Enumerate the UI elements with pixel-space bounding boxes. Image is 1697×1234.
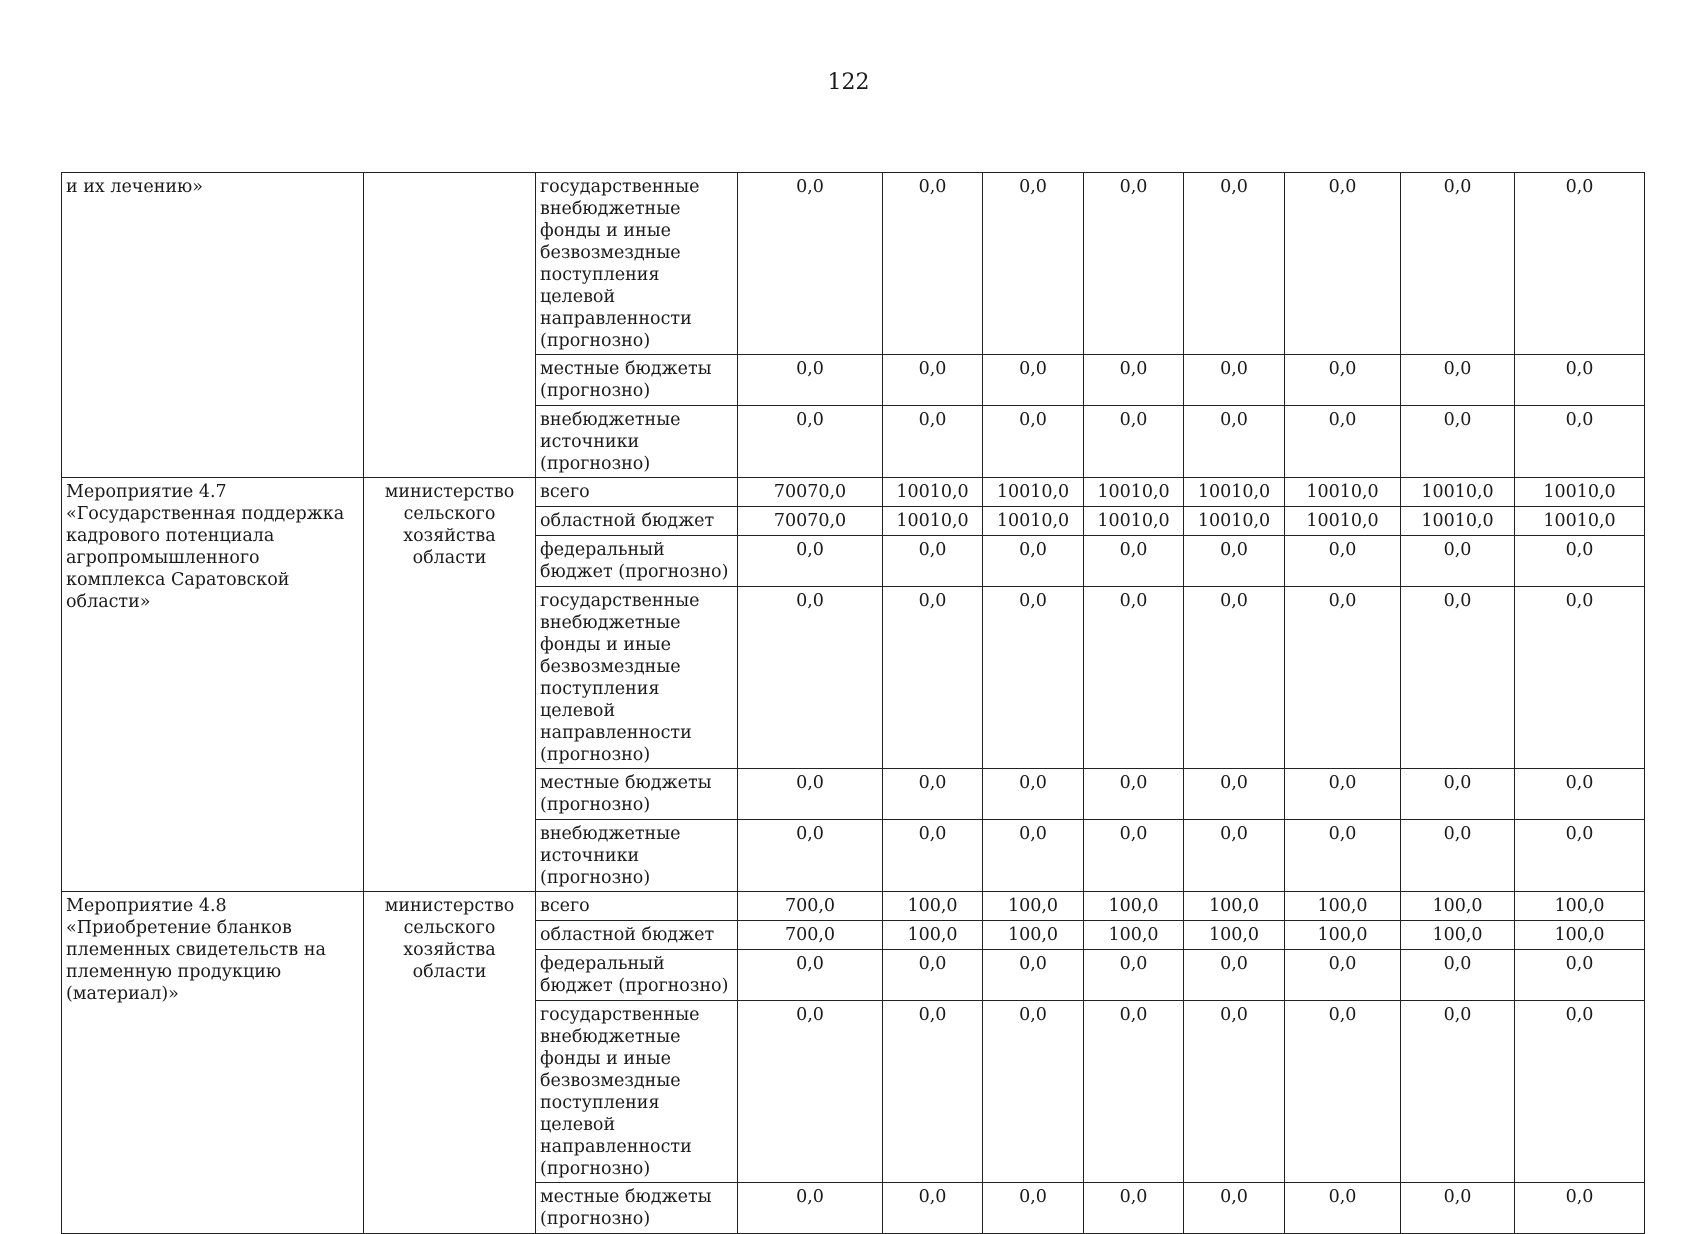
year-value-cell: 100,0 <box>1285 921 1401 950</box>
year-value-cell: 0,0 <box>1184 587 1285 769</box>
year-value-cell: 10010,0 <box>1515 507 1645 536</box>
year-value-cell: 0,0 <box>1184 1001 1285 1183</box>
year-value-cell: 0,0 <box>883 587 983 769</box>
year-value-cell: 0,0 <box>1515 406 1645 478</box>
total-value-cell: 0,0 <box>738 1001 883 1183</box>
year-value-cell: 0,0 <box>883 355 983 406</box>
year-value-cell: 0,0 <box>983 950 1084 1001</box>
total-value-cell: 0,0 <box>738 355 883 406</box>
year-value-cell: 10010,0 <box>1401 507 1515 536</box>
year-value-cell: 0,0 <box>1515 820 1645 892</box>
event-name-cell: и их лечению» <box>62 173 364 478</box>
year-value-cell: 0,0 <box>1401 820 1515 892</box>
year-value-cell: 10010,0 <box>983 507 1084 536</box>
year-value-cell: 0,0 <box>1184 536 1285 587</box>
executor-cell <box>364 173 536 478</box>
funding-source-cell: внебюджетные источники (прогнозно) <box>536 820 738 892</box>
year-value-cell: 0,0 <box>1184 820 1285 892</box>
year-value-cell: 10010,0 <box>883 507 983 536</box>
year-value-cell: 0,0 <box>1515 950 1645 1001</box>
year-value-cell: 0,0 <box>1401 173 1515 355</box>
year-value-cell: 100,0 <box>1401 892 1515 921</box>
funding-source-cell: всего <box>536 892 738 921</box>
total-value-cell: 70070,0 <box>738 478 883 507</box>
year-value-cell: 100,0 <box>1285 892 1401 921</box>
year-value-cell: 0,0 <box>1515 536 1645 587</box>
year-value-cell: 0,0 <box>1285 536 1401 587</box>
year-value-cell: 0,0 <box>1285 769 1401 820</box>
year-value-cell: 10010,0 <box>1285 478 1401 507</box>
year-value-cell: 10010,0 <box>1184 507 1285 536</box>
year-value-cell: 0,0 <box>1515 769 1645 820</box>
year-value-cell: 100,0 <box>1184 892 1285 921</box>
year-value-cell: 0,0 <box>983 1001 1084 1183</box>
year-value-cell: 0,0 <box>1401 950 1515 1001</box>
funding-source-cell: всего <box>536 478 738 507</box>
year-value-cell: 0,0 <box>983 536 1084 587</box>
funding-source-cell: местные бюджеты (прогнозно) <box>536 355 738 406</box>
year-value-cell: 10010,0 <box>883 478 983 507</box>
event-name-cell: Мероприятие 4.8 «Приобретение бланков племенных свидетельств на племенную продукцию (материал)» <box>62 892 364 1234</box>
year-value-cell: 0,0 <box>1084 820 1184 892</box>
total-value-cell: 700,0 <box>738 921 883 950</box>
year-value-cell: 0,0 <box>983 355 1084 406</box>
year-value-cell: 100,0 <box>983 921 1084 950</box>
year-value-cell: 100,0 <box>1084 921 1184 950</box>
funding-source-cell: местные бюджеты (прогнозно) <box>536 769 738 820</box>
total-value-cell: 0,0 <box>738 536 883 587</box>
year-value-cell: 10010,0 <box>983 478 1084 507</box>
year-value-cell: 0,0 <box>983 173 1084 355</box>
year-value-cell: 0,0 <box>983 820 1084 892</box>
year-value-cell: 0,0 <box>883 769 983 820</box>
year-value-cell: 0,0 <box>883 406 983 478</box>
year-value-cell: 0,0 <box>1285 1183 1401 1234</box>
year-value-cell: 0,0 <box>1285 173 1401 355</box>
funding-source-cell: государственные внебюджетные фонды и иные безвозмездные поступления целевой направленности (прогнозно) <box>536 173 738 355</box>
total-value-cell: 0,0 <box>738 950 883 1001</box>
year-value-cell: 0,0 <box>1184 1183 1285 1234</box>
total-value-cell: 0,0 <box>738 769 883 820</box>
year-value-cell: 0,0 <box>883 173 983 355</box>
funding-source-cell: внебюджетные источники (прогнозно) <box>536 406 738 478</box>
year-value-cell: 0,0 <box>1084 1183 1184 1234</box>
year-value-cell: 10010,0 <box>1285 507 1401 536</box>
total-value-cell: 70070,0 <box>738 507 883 536</box>
year-value-cell: 0,0 <box>1401 1183 1515 1234</box>
total-value-cell: 0,0 <box>738 587 883 769</box>
total-value-cell: 0,0 <box>738 1183 883 1234</box>
year-value-cell: 0,0 <box>1401 536 1515 587</box>
funding-source-cell: государственные внебюджетные фонды и иные безвозмездные поступления целевой направленности (прогнозно) <box>536 587 738 769</box>
year-value-cell: 0,0 <box>1184 406 1285 478</box>
year-value-cell: 0,0 <box>883 1001 983 1183</box>
year-value-cell: 0,0 <box>1401 769 1515 820</box>
year-value-cell: 0,0 <box>1184 950 1285 1001</box>
year-value-cell: 0,0 <box>1285 587 1401 769</box>
year-value-cell: 100,0 <box>1084 892 1184 921</box>
year-value-cell: 0,0 <box>1184 355 1285 406</box>
year-value-cell: 0,0 <box>883 536 983 587</box>
year-value-cell: 0,0 <box>1285 1001 1401 1183</box>
year-value-cell: 100,0 <box>883 921 983 950</box>
executor-cell: министерство сельского хозяйства области <box>364 478 536 892</box>
year-value-cell: 10010,0 <box>1401 478 1515 507</box>
year-value-cell: 0,0 <box>1401 587 1515 769</box>
total-value-cell: 700,0 <box>738 892 883 921</box>
year-value-cell: 0,0 <box>1084 587 1184 769</box>
year-value-cell: 100,0 <box>1515 892 1645 921</box>
year-value-cell: 100,0 <box>883 892 983 921</box>
year-value-cell: 0,0 <box>983 406 1084 478</box>
year-value-cell: 10010,0 <box>1515 478 1645 507</box>
year-value-cell: 0,0 <box>1084 769 1184 820</box>
total-value-cell: 0,0 <box>738 406 883 478</box>
year-value-cell: 0,0 <box>1285 820 1401 892</box>
year-value-cell: 0,0 <box>1515 173 1645 355</box>
year-value-cell: 0,0 <box>983 769 1084 820</box>
year-value-cell: 0,0 <box>1515 355 1645 406</box>
year-value-cell: 0,0 <box>883 1183 983 1234</box>
table-row <box>62 478 1645 507</box>
year-value-cell: 0,0 <box>1184 769 1285 820</box>
total-value-cell: 0,0 <box>738 820 883 892</box>
table-row <box>62 173 1645 355</box>
funding-source-cell: федеральный бюджет (прогнозно) <box>536 950 738 1001</box>
year-value-cell: 0,0 <box>983 1183 1084 1234</box>
year-value-cell: 0,0 <box>1084 536 1184 587</box>
year-value-cell: 0,0 <box>1084 950 1184 1001</box>
year-value-cell: 0,0 <box>1285 355 1401 406</box>
budget-table <box>61 172 1645 1234</box>
year-value-cell: 0,0 <box>1285 406 1401 478</box>
year-value-cell: 100,0 <box>983 892 1084 921</box>
year-value-cell: 0,0 <box>1401 355 1515 406</box>
year-value-cell: 10010,0 <box>1184 478 1285 507</box>
year-value-cell: 100,0 <box>1184 921 1285 950</box>
year-value-cell: 0,0 <box>1084 1001 1184 1183</box>
event-name-cell: Мероприятие 4.7 «Государственная поддержка кадрового потенциала агропромышленного комплекса Саратовской области» <box>62 478 364 892</box>
year-value-cell: 0,0 <box>1084 406 1184 478</box>
year-value-cell: 10010,0 <box>1084 478 1184 507</box>
funding-source-cell: областной бюджет <box>536 507 738 536</box>
year-value-cell: 0,0 <box>1184 173 1285 355</box>
funding-source-cell: областной бюджет <box>536 921 738 950</box>
year-value-cell: 100,0 <box>1401 921 1515 950</box>
year-value-cell: 0,0 <box>1515 1001 1645 1183</box>
year-value-cell: 10010,0 <box>1084 507 1184 536</box>
funding-source-cell: федеральный бюджет (прогнозно) <box>536 536 738 587</box>
executor-cell: министерство сельского хозяйства области <box>364 892 536 1234</box>
year-value-cell: 0,0 <box>1401 406 1515 478</box>
year-value-cell: 0,0 <box>1515 587 1645 769</box>
year-value-cell: 0,0 <box>1285 950 1401 1001</box>
year-value-cell: 0,0 <box>983 587 1084 769</box>
year-value-cell: 0,0 <box>1401 1001 1515 1183</box>
table-body <box>62 173 1645 1234</box>
page-number: 122 <box>827 70 870 95</box>
year-value-cell: 0,0 <box>1515 1183 1645 1234</box>
year-value-cell: 0,0 <box>1084 173 1184 355</box>
funding-source-cell: местные бюджеты (прогнозно) <box>536 1183 738 1234</box>
table-row <box>62 892 1645 921</box>
total-value-cell: 0,0 <box>738 173 883 355</box>
year-value-cell: 100,0 <box>1515 921 1645 950</box>
year-value-cell: 0,0 <box>1084 355 1184 406</box>
year-value-cell: 0,0 <box>883 950 983 1001</box>
funding-source-cell: государственные внебюджетные фонды и иные безвозмездные поступления целевой направленности (прогнозно) <box>536 1001 738 1183</box>
year-value-cell: 0,0 <box>883 820 983 892</box>
